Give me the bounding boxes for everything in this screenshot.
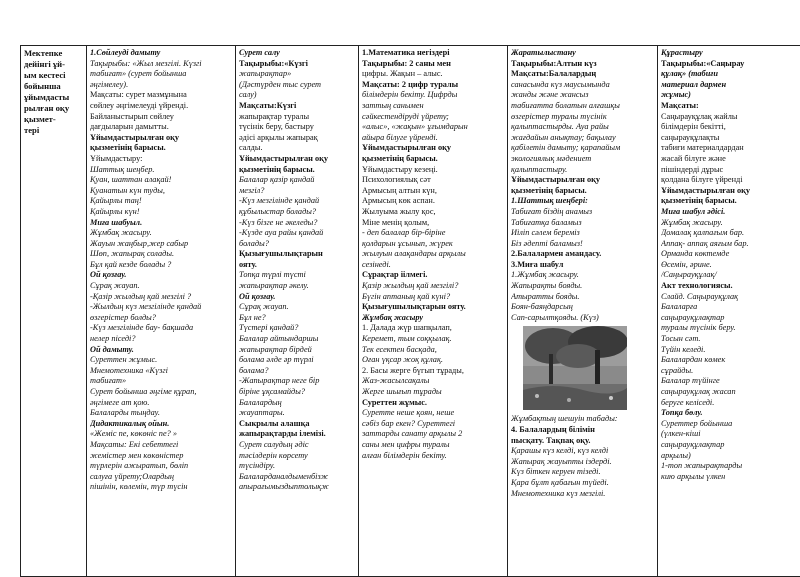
text-line: беруге келіседі. [661, 397, 715, 407]
text-line: білімдерін бекітті, [661, 122, 726, 132]
text-line: Балалар түйінге [661, 376, 720, 386]
text-line: экологиялық мәдениет [511, 153, 592, 163]
text-line: айыра білуге үйренді. [362, 132, 438, 142]
text-line: -Жылдың күз мезгілінде қандай [90, 302, 202, 312]
text-line: саңырауқұлақты [661, 132, 720, 142]
text-line: «Жеміс пе, көкөніс пе? » [90, 429, 177, 439]
text-line: жапырақтар әкелу. [239, 281, 309, 291]
text-line: Мақсаты: 2 цифр туралы [362, 79, 459, 89]
text-line: тері [24, 125, 40, 135]
text-line: біріне ұқсамайды? [239, 387, 306, 396]
text-line: Қуанатын күн туды, [90, 185, 165, 195]
text-line: саңырауқұлақ жасап [661, 387, 736, 396]
text-line: Балалардың [239, 397, 282, 407]
text-line: бойынша [24, 81, 61, 91]
text-line: 4. Балалардың білімін [511, 425, 595, 435]
text-line: Ой қозғау. [239, 291, 276, 301]
table-row [21, 46, 800, 577]
text-line: Сап-сарылтқояды. (Күз) [511, 312, 599, 322]
text-line: Мнемотехника «Күзгі [90, 365, 168, 375]
text-line: Ұйымдастырылған оқу [511, 175, 601, 185]
text-line: ояту. [239, 259, 257, 269]
autumn-photo [523, 326, 627, 410]
text-line: жапырақтар» [239, 69, 292, 79]
text-line: -Жапырақтар неге бір [239, 376, 320, 386]
text-line: Балалар қазір қандай [239, 175, 315, 185]
text-line: кию арқылы үлкен [661, 471, 726, 481]
text-line: Суреттер бойынша [661, 418, 733, 428]
text-line: пысқату. Тақпақ оқу. [511, 435, 591, 445]
text-line: Күз біткен керуен тізеді. [511, 467, 601, 477]
text-line: рылған оқу [24, 103, 70, 113]
text-line: Жұмбақ жасыру [362, 312, 424, 322]
text-line: Біз әдептi баламыз! [511, 238, 583, 248]
text-line: Армысың көк аспан. [362, 196, 435, 206]
text-line: Суретте неше қоян, неше [362, 408, 455, 418]
text-line: Түйін келеді. [661, 344, 706, 354]
text-line: құбылыстар болады? [239, 206, 317, 216]
text-line: қызметінің барысы. [90, 143, 166, 153]
text-line: туралы түсінік беру. [661, 323, 736, 333]
text-line: Суреттен жұмыс. [90, 355, 158, 365]
text-line: Қайырлы таң! [90, 196, 142, 206]
text-line: -Күз мезгілінде қандай [239, 196, 320, 206]
speech-development-cell [87, 46, 236, 577]
text-line: Балалардан көмек [661, 355, 726, 365]
text-line: табиғатта болатын алғашқы [511, 100, 620, 110]
text-line: табиғат» (сурет бойынша [90, 69, 187, 79]
text-line: 3.Миға шабул [511, 259, 564, 269]
text-line: Мнемотехника күз мезгілі. [511, 488, 606, 498]
text-line: апырағымыздыптолықж [239, 482, 329, 492]
text-line: өзгерістер туралы түсінік [511, 111, 607, 121]
text-line: Топқа бөлу. [661, 408, 703, 418]
text-line: Балаларданалдыменбізж [239, 471, 329, 481]
nature-text [511, 48, 654, 323]
text-line: Қайырлы күн! [90, 206, 140, 216]
text-line: заттарды санату арқылы 2 [362, 429, 463, 439]
text-line: Мақсаты: Екі себеттегі [90, 439, 179, 449]
text-line: Ұйымдастыру: [90, 153, 143, 163]
text-line: жемістер мен көкөністер [90, 450, 184, 460]
text-line: дағдыларын дамытты. [90, 122, 169, 132]
text-line: Тақырыбы: «Жыл мезгілі. Күзгі [90, 58, 202, 68]
nature-text-continued [511, 414, 654, 499]
text-line: салды. [239, 143, 263, 153]
text-line: Қуан, шаттан алақай! [90, 175, 172, 185]
text-line: Сурет салудың әдіс [239, 439, 309, 449]
text-line: (үлкен-кіші [661, 429, 701, 439]
text-line: қызметінің барысы. [511, 185, 587, 195]
text-line: Жылуыма жылу қос, [362, 206, 436, 216]
text-line: -Күзде ауа райы қандай [239, 228, 324, 238]
text-line: Жаз-жасылсақалы [362, 376, 430, 386]
text-line: сөйлеу әңгiмелеуді үйрендi. [90, 100, 189, 110]
text-line: жапырақтарды ілемізі. [239, 429, 326, 439]
header-text [24, 48, 83, 136]
text-line: Миға шабуыл. [90, 217, 143, 227]
text-line: Акт технологиясы. [661, 281, 733, 291]
text-line: 1. Далада жүр шапқылап, [362, 323, 452, 333]
text-line: Мақсаты: сурет мазмұнына [90, 90, 187, 100]
text-line: қолдарын ұсынып, жүрек [362, 238, 453, 248]
text-line: салуға үйрету;Олардың [90, 471, 175, 481]
text-line: Сұрақ жауап. [90, 281, 140, 291]
text-line: Жапырақты бояды. [511, 281, 583, 291]
text-line: Слайд. Саңырауқұлақ [661, 291, 739, 301]
text-line: Топқа түрлі түсті [239, 270, 306, 280]
text-line: қабілетін дамыту; қарапайым [511, 143, 621, 153]
text-line: «алыс», «жақын» ұғымдарын [362, 122, 468, 132]
text-line: жағдайын анықтау; бақылау [511, 132, 616, 142]
text-line: саңырауқұлақтар [661, 439, 725, 449]
text-line: материал дармен [661, 79, 727, 89]
text-line: арқылы) [661, 450, 691, 460]
text-line: табиғи материалдардан [661, 143, 744, 153]
text-line: -Күз мезгілінде бау- бақшада [90, 323, 194, 333]
text-line: Орманда көктемде [661, 249, 730, 259]
text-line: Түстері қандай? [239, 323, 299, 333]
text-line: құлақ» (табиғи [661, 69, 718, 79]
text-line: Балалар айтындаршы [239, 334, 319, 344]
text-line: Оған үқсар жоқ құлақ. [362, 355, 443, 365]
text-line: Саңырауқұлақ жайлы [661, 111, 738, 121]
text-line: Домалақ қалпағым бар. [661, 228, 745, 238]
text-line: Ой қозғау. [90, 270, 127, 280]
text-line: Қазір жылдың қай мезгілі? [362, 281, 459, 291]
text-line: Мақсаты:Күзгі [239, 100, 297, 110]
text-line: жасай білуге және [661, 153, 726, 163]
speech-development-text [90, 48, 232, 493]
text-line: Балаларды тыңдау. [90, 408, 160, 418]
text-line: сәйкестендіруді үйрету; [362, 111, 449, 121]
text-line: 2. Басы жерге бүгып тұрады, [362, 365, 464, 375]
text-line: Бүгін аптаның қай күні? [362, 291, 451, 301]
text-line: тәсілдерін көрсету [239, 450, 308, 460]
text-line: -Қазір жылдың қай мезгілі ? [90, 291, 192, 301]
math-cell [359, 46, 508, 577]
text-line: Жұмбақтың шешуін табады: [511, 414, 618, 424]
text-line: Ұйымдастыру кезеңі. [362, 164, 438, 174]
text-line: саны мен цифры туралы [362, 439, 450, 449]
text-line: Сурет бойынша әңгіме құрап, [90, 387, 197, 396]
text-line: заттың санымен [362, 100, 424, 110]
text-line: 1-топ жапырақтарды [661, 461, 743, 471]
text-line: Мектепке [24, 48, 63, 58]
text-line: алған білімдерін бекіту. [362, 450, 447, 460]
text-line: 1.Шаттық шеңбері: [511, 196, 588, 206]
text-line: Ұйымдастырылған оқу [362, 143, 452, 153]
nature-cell [508, 46, 658, 577]
text-line: Тақырыбы:Алтын күз [511, 58, 597, 68]
text-line: Табиғатқа баламыз [511, 217, 582, 227]
drawing-cell [236, 46, 359, 577]
text-line: қызмет- [24, 114, 56, 124]
text-line: Миға шабул әдісі. [661, 206, 726, 216]
text-line: әңгiмелеу). [90, 79, 129, 89]
text-line: (Дәстүрден тыс сурет [239, 79, 322, 89]
text-line: өзгерістер болды? [90, 312, 156, 322]
text-line: /Саңырауқұлақ/ [661, 270, 717, 280]
drawing-text [239, 48, 355, 493]
text-line: Тосын сәт. [661, 334, 701, 344]
text-line: Байланыстырып сөйлеу [90, 111, 174, 121]
text-line: Өсемін, әрине. [661, 259, 712, 269]
text-line: Ұйымдастырылған оқу [661, 185, 751, 195]
text-line: Армысың алтын күн, [362, 185, 437, 195]
text-line: Аппақ- аппақ аяғым бар. [661, 238, 749, 248]
text-line: нелер піседі? [90, 334, 136, 344]
text-line: Сурет салу [239, 48, 280, 57]
text-line: табиғат» [90, 376, 127, 386]
text-line: Ұйымдастырылған оқу [90, 132, 180, 142]
construction-text [661, 48, 800, 482]
text-line: мезгіл? [239, 185, 265, 195]
text-line: Жұмбақ жасыру. [661, 217, 723, 227]
text-line: әңгімеге ат қою. [90, 397, 150, 407]
text-line: Тақырыбы:«Күзгі [239, 58, 308, 68]
text-line: Боян-баяңдарсың [511, 302, 573, 312]
text-line: саңырауқұлақтар [661, 312, 725, 322]
lesson-plan-table [20, 45, 800, 577]
text-line: Мақсаты:Балалардың [511, 69, 597, 79]
text-line: пішіндерді дұрыс [661, 164, 724, 174]
text-line: Шөп, жапырақ солады. [90, 249, 175, 259]
text-line: Психологиялық сәт [362, 175, 431, 185]
text-line: Қызығушылықтарын [239, 249, 323, 259]
text-line: 1.Жұмбақ жасыру. [511, 270, 579, 280]
text-line: Жапырақ жауыпты іздерді. [511, 456, 612, 466]
text-line: Балаларға [661, 302, 698, 312]
text-line: Атыратты бояды. [511, 291, 580, 301]
text-line: Тақырыбы:«Саңырау [661, 58, 745, 68]
text-line: қалыптастыру. [511, 164, 568, 174]
text-line: жапырақтар туралы [239, 111, 310, 121]
text-line: Тақырыбы: 2 саны мен [362, 58, 451, 68]
text-line: жапырақтар бірдей [239, 344, 312, 354]
math-text [362, 48, 504, 461]
text-line: Шаттық шеңбер. [90, 164, 155, 174]
text-line: Бұл қай кезде болады ? [90, 259, 172, 269]
text-line: Міне менің қолым, [362, 217, 430, 227]
text-line: сұрайды. [661, 365, 694, 375]
text-line: Дидактикалық ойын. [90, 418, 170, 428]
text-line: жылуын алақандары арқылы [362, 249, 466, 259]
text-line: Жерге шығып тұрады [362, 387, 442, 396]
text-line: Керемет, тым соққылақ. [362, 334, 452, 344]
text-line: Сыкрылы алашқа [239, 418, 310, 428]
text-line: Табиғат біздің анамыз [511, 206, 593, 216]
text-line: Ұйымдастырылған оқу [239, 153, 329, 163]
text-line: қызметінің барысы. [661, 196, 737, 206]
text-line: цифры. Жақын – алыс. [362, 69, 443, 79]
text-line: Сұрақ жауап. [239, 302, 289, 312]
text-line: қызметінің барысы. [239, 164, 315, 174]
text-line: дейінгі ұй- [24, 59, 66, 69]
text-line: Иіліп сәлем береміз [511, 228, 580, 238]
text-line: қызметінің барысы. [362, 153, 438, 163]
text-line: Тек есектен басқада, [362, 344, 437, 354]
text-line: жұмыс) [661, 90, 691, 100]
text-line: түрлерін ажыратып, бөліп [90, 461, 189, 471]
text-line: білімдерін бекіту. Цифрды [362, 90, 458, 100]
text-line: 2.Балалармен амандасу. [511, 249, 602, 259]
text-line: жауаптары. [239, 408, 285, 418]
text-line: сәбіз бар екен? Суреттегі [362, 418, 456, 428]
text-line: салу) [239, 90, 257, 100]
text-line: жанды және жансыз [511, 90, 589, 100]
text-line: Жауын жаңбыр,жер сабыр [90, 238, 189, 248]
text-line: болады? [239, 238, 269, 248]
text-line: ұйымдасты [24, 92, 70, 102]
text-line: Жұмбақ жасыру. [90, 228, 152, 238]
text-line: 1.Сөйлеудi дамыту [90, 48, 161, 57]
text-line: Қызығушылықтарын ояту. [362, 302, 466, 312]
text-line: қалыптастырды. Ауа райы [511, 122, 609, 132]
text-line: Суреттен жұмыс. [362, 397, 427, 407]
text-line: болама әлде әр түрлі [239, 355, 314, 365]
text-line: Жаратылыстану [511, 48, 576, 57]
autumn-scene-image [523, 326, 627, 410]
text-line: пішінін, көлемін, түр түсін [90, 482, 188, 492]
text-line: түсіндіру. [239, 461, 276, 471]
text-line: 1.Математика негіздері [362, 48, 450, 57]
text-line: Қарашы күз келді, күз келді [511, 446, 609, 456]
text-line: ым кестесі [24, 70, 66, 80]
text-line: Құрастыру [661, 48, 703, 57]
text-line: Бұл не? [239, 312, 266, 322]
text-line: сезінеді. [362, 259, 391, 269]
construction-cell [658, 46, 800, 577]
text-line: әдісі арқылы жапырақ [239, 132, 318, 142]
text-line: Ой дамыту. [90, 344, 134, 354]
text-line: -Күз бізге не әкеледы? [239, 217, 318, 227]
text-line: түсінік беру, бастыру [239, 122, 314, 132]
text-line: болама? [239, 365, 269, 375]
header-cell [21, 46, 87, 577]
text-line: Қара бұлт қабағын түйеді. [511, 478, 609, 487]
text-line: Мақсаты: [661, 100, 699, 110]
text-line: қолдана білуге үйренді [661, 175, 743, 185]
text-line: Сұрақтар іілмегі. [362, 270, 428, 280]
text-line: - деп балалар бір-біріне [362, 228, 446, 238]
text-line: санасында күз маусымында [511, 79, 610, 89]
